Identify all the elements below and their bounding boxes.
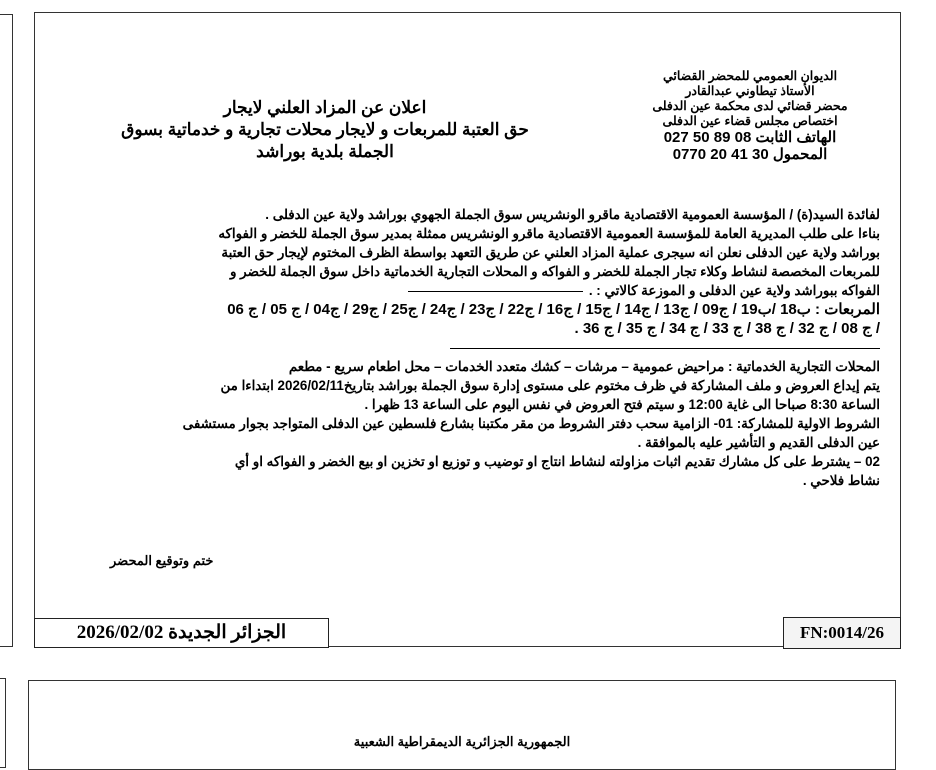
body-line: يتم إيداع العروض و ملف المشاركة في ظرف مختوم على مستوى إدارة سوق الجملة بوراشد بتاريخ2026/02/11 ابتداءا من: [220, 378, 880, 393]
body-line: المحلات التجارية الخدماتية : مراحيض عمومية – مرشات – كشك متعدد الخدمات – محل اطعام سريع - مطعم: [288, 359, 880, 374]
body-line: بوراشد ولاية عين الدفلى نعلن انه سيجرى عملية المزاد العلني عن طريق التعهد بواسطة الظرف المختوم لإيجار حق العتبة: [221, 245, 880, 260]
newspaper-date: الجزائر الجديدة 2026/02/02: [34, 618, 329, 648]
body-line: الساعة 8:30 صباحا الى غاية 12:00 و سيتم فتح العروض في نفس اليوم على الساعة 13 ظهرا .: [364, 397, 880, 412]
body-line: بناءا على طلب المديرية العامة للمؤسسة العمومية الاقتصادية ماقرو الونشريس ممثلة بمدير سوق الجملة للخضر و الفواكه: [218, 226, 880, 241]
body-line-with-rule: [45, 281, 880, 300]
body-line: 02 – يشترط على كل مشارك تقديم اثبات مزاولته لنشاط انتاج او توضيب و توزيع او تخزين او بيع الخضر و الفواكه او أي: [234, 454, 880, 469]
notice-body: [45, 205, 880, 490]
reference-number: FN:0014/26: [783, 617, 901, 649]
mobile-phone: المحمول 30 41 20 0770: [672, 146, 828, 163]
landline-phone: الهاتف الثابت 08 89 50 027: [663, 129, 837, 146]
body-line: للمربعات المخصصة لنشاط وكلاء تجار الجملة للخضر و الفواكه و المحلات التجارية الخدماتية داخل سوق الجملة للخضر و: [229, 264, 880, 279]
bailiff-jurisdiction: اختصاص مجلس قضاء عين الدفلى: [662, 114, 838, 128]
bailiff-name: الأستاذ تيطاوني عبدالقادر: [685, 84, 815, 98]
bailiff-office: الديوان العمومي للمحضر القضائي: [662, 69, 838, 83]
title-line: الجملة بلدية بوراشد: [256, 142, 394, 161]
body-line: نشاط فلاحي .: [802, 473, 880, 488]
body-line: الشروط الاولية للمشاركة: 01- الزامية سحب دفتر الشروط من مقر مكتبنا بشارع فلسطين عين الدفلى المتواجد بجوار مستشفى: [182, 416, 880, 431]
bailiff-court: محضر قضائي لدى محكمة عين الدفلى: [652, 99, 848, 113]
squares-list: المربعات : ب18 /ب19 / ج09 / ج13 / ج14 / ج15 / ج16 / ج22 / ج23 / ج24 / ج25 / ج29 / ج04 / ج 05 / ج 06: [227, 301, 880, 318]
divider: [450, 348, 880, 349]
squares-list: / ج 08 / ج 32 / ج 38 / ج 33 / ج 34 / ج 35 / ج 36 .: [574, 320, 880, 337]
adjacent-ad-fragment: [0, 14, 13, 647]
body-line: الفواكه ببوراشد ولاية عين الدفلى و الموزعة كالاتي : .: [588, 283, 880, 298]
title-line: اعلان عن المزاد العلني لايجار: [223, 98, 427, 117]
bailiff-info: [630, 69, 870, 163]
next-notice-title: الجمهورية الجزائرية الديمقراطية الشعبية: [353, 734, 571, 749]
title-line: حق العتبة للمربعات و لايجار محلات تجارية و خدماتية بسوق: [121, 120, 529, 139]
auction-notice: [34, 12, 901, 647]
body-line: عين الدفلى القديم و التأشير عليه بالموافقة .: [637, 435, 880, 450]
divider: [408, 291, 583, 292]
body-line: لفائدة السيد(ة) / المؤسسة العمومية الاقتصادية ماقرو الونشريس سوق الجملة الجهوي بوراشد ولاية عين الدفلى .: [265, 207, 880, 222]
signature-label: ختم وتوقيع المحضر: [110, 553, 214, 568]
notice-title: [105, 97, 545, 163]
next-notice: [28, 680, 896, 770]
adjacent-ad-fragment: [0, 678, 6, 768]
